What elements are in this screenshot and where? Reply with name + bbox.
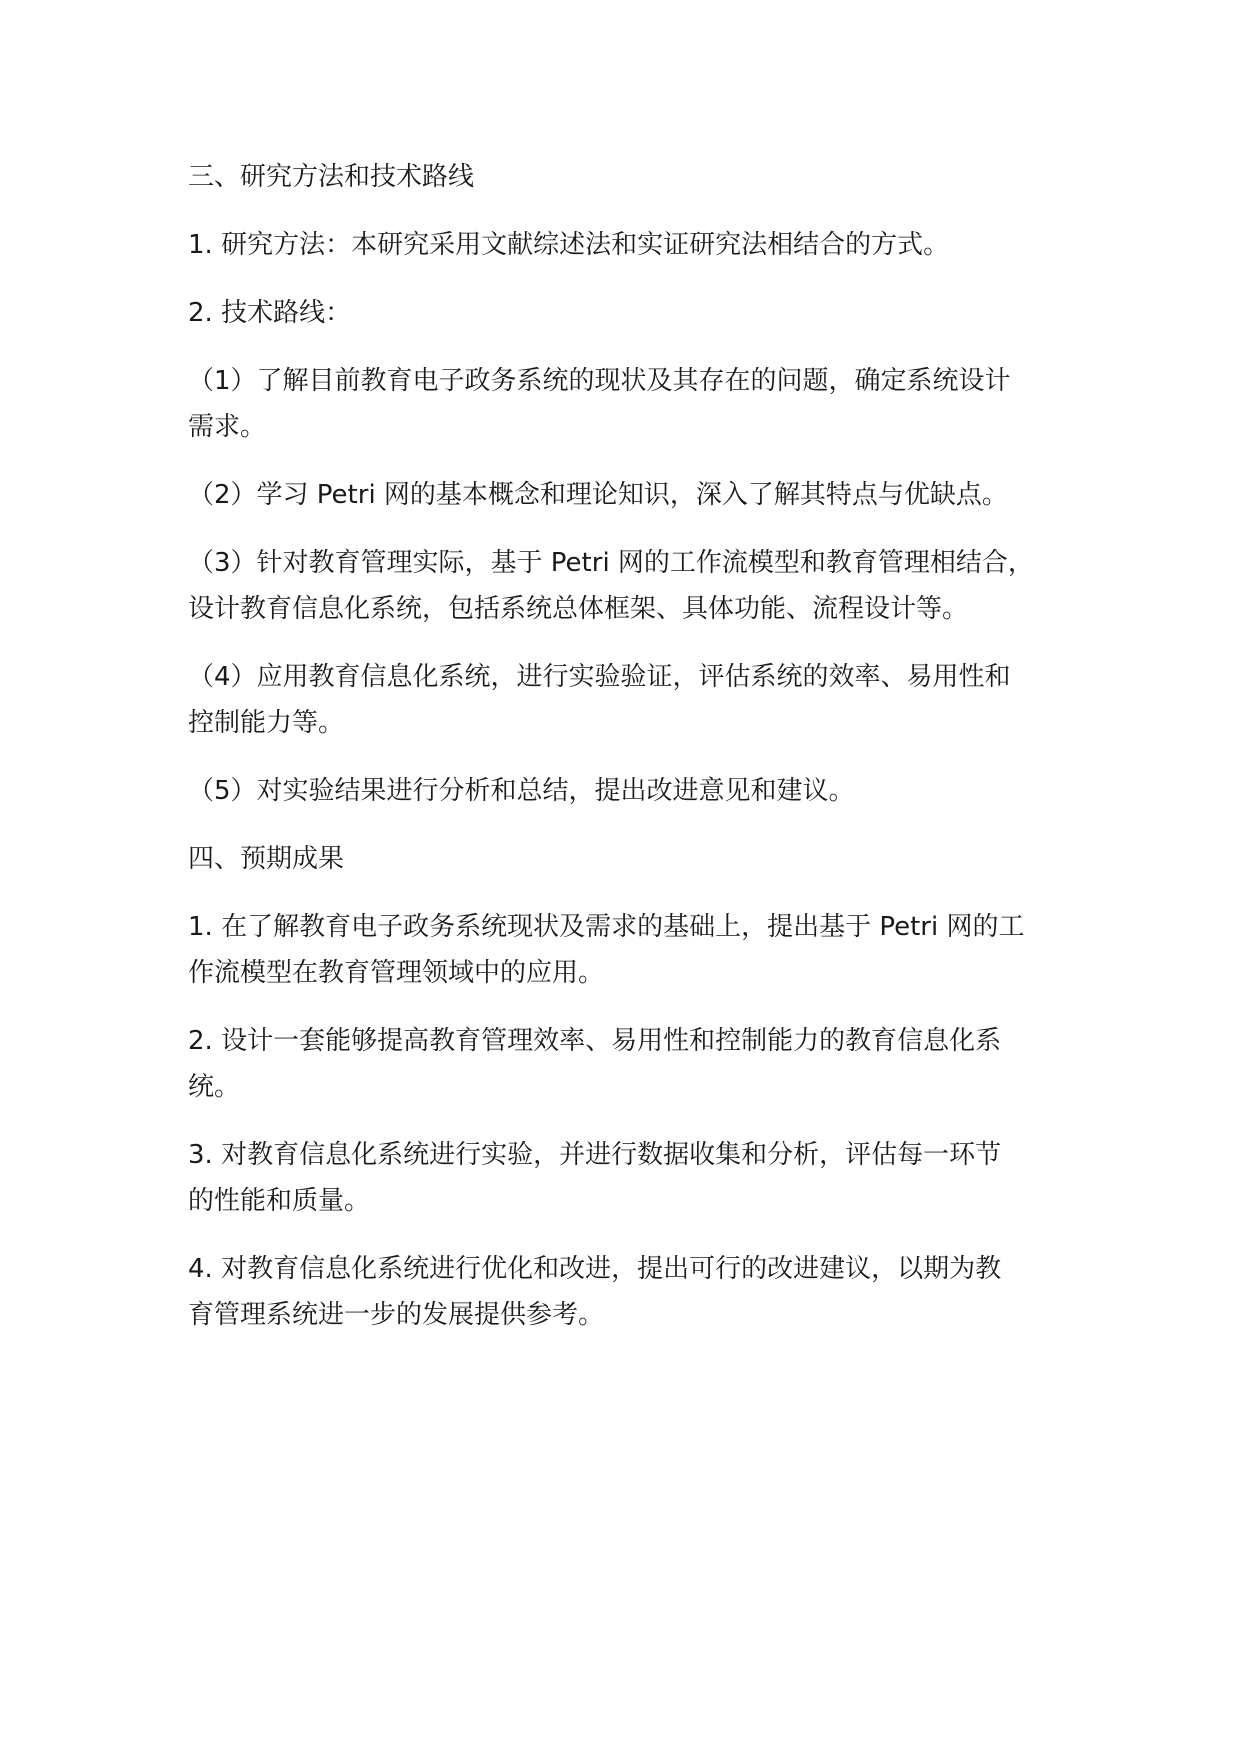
heading-text: 三、研究方法和技术路线 bbox=[188, 162, 475, 192]
text-line: 育管理系统进一步的发展提供参考。 bbox=[188, 1300, 605, 1330]
paragraph-route-step-1 bbox=[188, 358, 1078, 450]
paragraph-route-step-4 bbox=[188, 654, 1078, 746]
text-line: （5）对实验结果进行分析和总结，提出改进意见和建议。 bbox=[188, 776, 855, 806]
text-line: （3）针对教育管理实际，基于 Petri 网的工作流模型和教育管理相结合， bbox=[188, 548, 1034, 578]
section-heading-expected-results bbox=[188, 836, 1078, 882]
heading-text: 四、预期成果 bbox=[188, 844, 345, 874]
text-line: （2）学习 Petri 网的基本概念和理论知识，深入了解其特点与优缺点。 bbox=[188, 480, 1008, 510]
paragraph-research-method bbox=[188, 222, 1078, 268]
paragraph-route-step-5 bbox=[188, 768, 1078, 814]
text-line: 2. 设计一套能够提高教育管理效率、易用性和控制能力的教育信息化系 bbox=[188, 1026, 1002, 1056]
text-line: 2. 技术路线： bbox=[188, 298, 352, 328]
paragraph-result-3 bbox=[188, 1132, 1078, 1224]
text-line: 1. 在了解教育电子政务系统现状及需求的基础上，提出基于 Petri 网的工 bbox=[188, 912, 1025, 942]
document-body bbox=[188, 154, 1078, 1360]
text-line: 作流模型在教育管理领域中的应用。 bbox=[188, 958, 605, 988]
text-line: 控制能力等。 bbox=[188, 708, 345, 738]
text-line: （4）应用教育信息化系统，进行实验验证，评估系统的效率、易用性和 bbox=[188, 662, 1011, 692]
text-line: （1）了解目前教育电子政务系统的现状及其存在的问题，确定系统设计 bbox=[188, 366, 1011, 396]
text-line: 3. 对教育信息化系统进行实验，并进行数据收集和分析，评估每一环节 bbox=[188, 1140, 1002, 1170]
paragraph-result-2 bbox=[188, 1018, 1078, 1110]
text-line: 统。 bbox=[188, 1072, 241, 1102]
paragraph-result-4 bbox=[188, 1246, 1078, 1338]
paragraph-result-1 bbox=[188, 904, 1078, 996]
section-heading-methods bbox=[188, 154, 1078, 200]
text-line: 4. 对教育信息化系统进行优化和改进，提出可行的改进建议，以期为教 bbox=[188, 1254, 1002, 1284]
text-line: 1. 研究方法：本研究采用文献综述法和实证研究法相结合的方式。 bbox=[188, 230, 950, 260]
paragraph-route-step-2 bbox=[188, 472, 1078, 518]
text-line: 设计教育信息化系统，包括系统总体框架、具体功能、流程设计等。 bbox=[188, 594, 969, 624]
paragraph-technical-route bbox=[188, 290, 1078, 336]
paragraph-route-step-3 bbox=[188, 540, 1078, 632]
text-line: 的性能和质量。 bbox=[188, 1186, 371, 1216]
text-line: 需求。 bbox=[188, 412, 267, 442]
